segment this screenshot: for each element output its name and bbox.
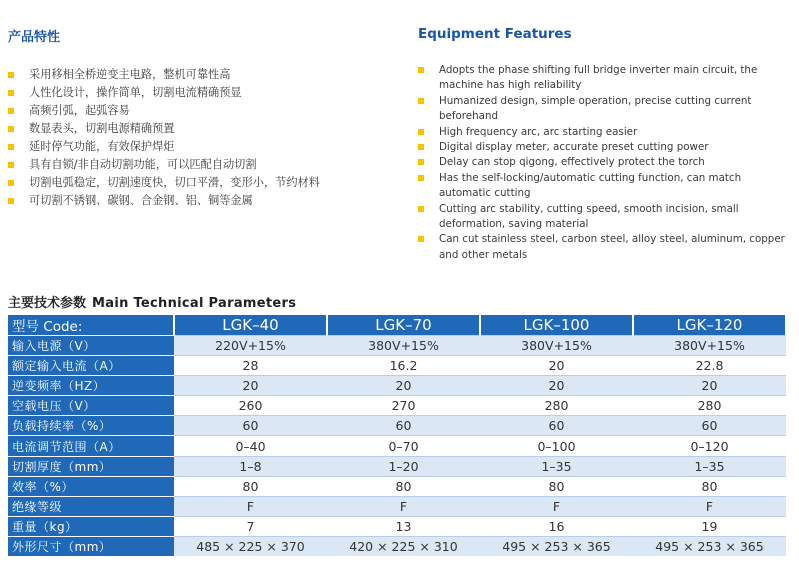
feature-en-item [418,63,793,94]
yellow-square-bullet-icon [8,144,14,150]
param-row [8,336,786,356]
yellow-square-bullet-icon [418,98,424,104]
param-value: 60 [633,416,786,436]
feature-en-item-text: High frequency arc, arc starting easier [439,125,638,138]
header-cell-model: LGK–40 [174,315,327,336]
param-value: 16.2 [327,356,480,376]
feature-cn-item-text: 采用移相全桥逆变主电路，整机可靠性高 [29,68,231,81]
feature-en-item [418,125,793,140]
param-value: 20 [327,376,480,396]
param-row [8,436,786,456]
feature-cn-item [8,174,398,192]
param-row [8,496,786,516]
feature-cn-item-text: 可切割不锈钢、碳钢、合金钢、铝、铜等金属 [29,194,253,207]
yellow-square-bullet-icon [418,67,424,73]
yellow-square-bullet-icon [8,198,14,204]
feature-cn-item [8,138,398,156]
feature-cn-item-text: 切割电弧稳定，切割速度快，切口平滑，变形小，节约材料 [29,176,320,189]
param-value: 20 [480,356,633,376]
params-table [8,315,787,556]
param-value: 495 × 253 × 365 [633,536,786,556]
feature-cn-item [8,120,398,138]
param-label: 绝缘等级 [8,496,174,516]
yellow-square-bullet-icon [418,159,424,165]
features-cn-list [8,66,398,210]
feature-en-item-text: Adopts the phase shifting full bridge inverter main circuit, the machine has high reliability [439,64,758,92]
yellow-square-bullet-icon [418,206,424,212]
param-value: 80 [480,476,633,496]
feature-en-item [418,94,793,125]
param-value: 1–35 [480,456,633,476]
param-label: 额定输入电流（A） [8,356,174,376]
param-value: 280 [633,396,786,416]
param-value: 0–70 [327,436,480,456]
param-label: 电流调节范围（A） [8,436,174,456]
param-value: F [480,496,633,516]
header-cell-model: LGK–70 [327,315,480,336]
yellow-square-bullet-icon [418,129,424,135]
param-value: 1–8 [174,456,327,476]
param-value: 1–35 [633,456,786,476]
feature-cn-item [8,192,398,210]
param-label: 切割厚度（mm） [8,456,174,476]
header-cell-model: LGK–120 [633,315,786,336]
param-value: 13 [327,516,480,536]
param-value: 0–40 [174,436,327,456]
feature-cn-item [8,66,398,84]
param-value: 60 [327,416,480,436]
param-value: F [327,496,480,516]
param-label: 负载持续率（%） [8,416,174,436]
feature-en-item [418,140,793,155]
feature-cn-item [8,156,398,174]
feature-en-item-text: Has the self-locking/automatic cutting function, can match automatic cutting [439,171,742,200]
feature-en-item-text: Humanized design, simple operation, precise cutting current beforehand [439,94,752,123]
param-value: 80 [633,476,786,496]
param-row [8,456,786,476]
param-value: 22.8 [633,356,786,376]
feature-cn-item [8,84,398,102]
param-value: F [633,496,786,516]
param-label: 外形尺寸（mm） [8,536,174,556]
feature-en-item-text: Can cut stainless steel, carbon steel, alloy steel, aluminum, copper and other metals [439,233,785,261]
params-header-row [8,315,786,336]
param-value: F [174,496,327,516]
param-value: 0–100 [480,436,633,456]
param-value: 60 [480,416,633,436]
param-row [8,516,786,536]
yellow-square-bullet-icon [418,175,424,181]
param-value: 0–120 [633,436,786,456]
param-label: 空载电压（V） [8,396,174,416]
param-value: 485 × 225 × 370 [174,536,327,556]
param-value: 20 [633,376,786,396]
yellow-square-bullet-icon [8,180,14,186]
param-value: 495 × 253 × 365 [480,536,633,556]
param-row [8,356,786,376]
param-value: 80 [174,476,327,496]
features-en-list [418,63,793,263]
param-value: 1–20 [327,456,480,476]
param-label: 重量（kg） [8,516,174,536]
yellow-square-bullet-icon [8,108,14,114]
feature-en-item [418,155,793,170]
param-row [8,396,786,416]
param-value: 19 [633,516,786,536]
yellow-square-bullet-icon [8,126,14,132]
param-value: 220V+15% [174,336,327,356]
feature-cn-item-text: 延时停气功能，有效保护焊炬 [29,140,175,153]
param-label: 输入电源（V） [8,336,174,356]
params-body [8,336,786,557]
yellow-square-bullet-icon [418,236,424,242]
param-value: 20 [480,376,633,396]
feature-cn-item [8,102,398,120]
param-value: 260 [174,396,327,416]
param-row [8,536,786,556]
param-value: 280 [480,396,633,416]
param-row [8,376,786,396]
yellow-square-bullet-icon [8,90,14,96]
yellow-square-bullet-icon [8,162,14,168]
param-value: 80 [327,476,480,496]
param-value: 7 [174,516,327,536]
param-value: 420 × 225 × 310 [327,536,480,556]
params-title-cn: 主要技术参数 [8,296,87,311]
feature-cn-item-text: 人性化设计，操作简单，切割电流精确预显 [29,86,242,99]
param-value: 60 [174,416,327,436]
param-label: 逆变频率（HZ） [8,376,174,396]
feature-en-item-text: Digital display meter, accurate preset cutting power [439,141,709,154]
param-value: 16 [480,516,633,536]
features-en-title: Equipment Features [418,26,572,42]
feature-cn-item-text: 高频引弧，起弧容易 [29,104,130,117]
param-value: 380V+15% [480,336,633,356]
yellow-square-bullet-icon [418,144,424,150]
param-value: 380V+15% [327,336,480,356]
feature-cn-item-text: 具有自锁/非自动切割功能，可以匹配自动切割 [29,158,257,171]
params-title [8,292,296,311]
param-row [8,476,786,496]
param-value: 270 [327,396,480,416]
param-label: 效率（%） [8,476,174,496]
feature-en-item [418,232,793,263]
feature-cn-item-text: 数显表头，切割电源精确预置 [29,122,175,135]
param-value: 20 [174,376,327,396]
feature-en-item [418,202,793,233]
feature-en-item-text: Cutting arc stability, cutting speed, smooth incision, small deformation, saving material [439,202,739,231]
params-title-en: Main Technical Parameters [92,296,297,311]
header-cell-code: 型号 Code: [8,315,174,336]
param-value: 380V+15% [633,336,786,356]
param-value: 28 [174,356,327,376]
yellow-square-bullet-icon [8,72,14,78]
features-cn-title: 产品特性 [8,30,61,45]
param-row [8,416,786,436]
header-cell-model: LGK–100 [480,315,633,336]
feature-en-item-text: Delay can stop qigong, effectively protect the torch [439,156,705,169]
feature-en-item [418,171,793,202]
